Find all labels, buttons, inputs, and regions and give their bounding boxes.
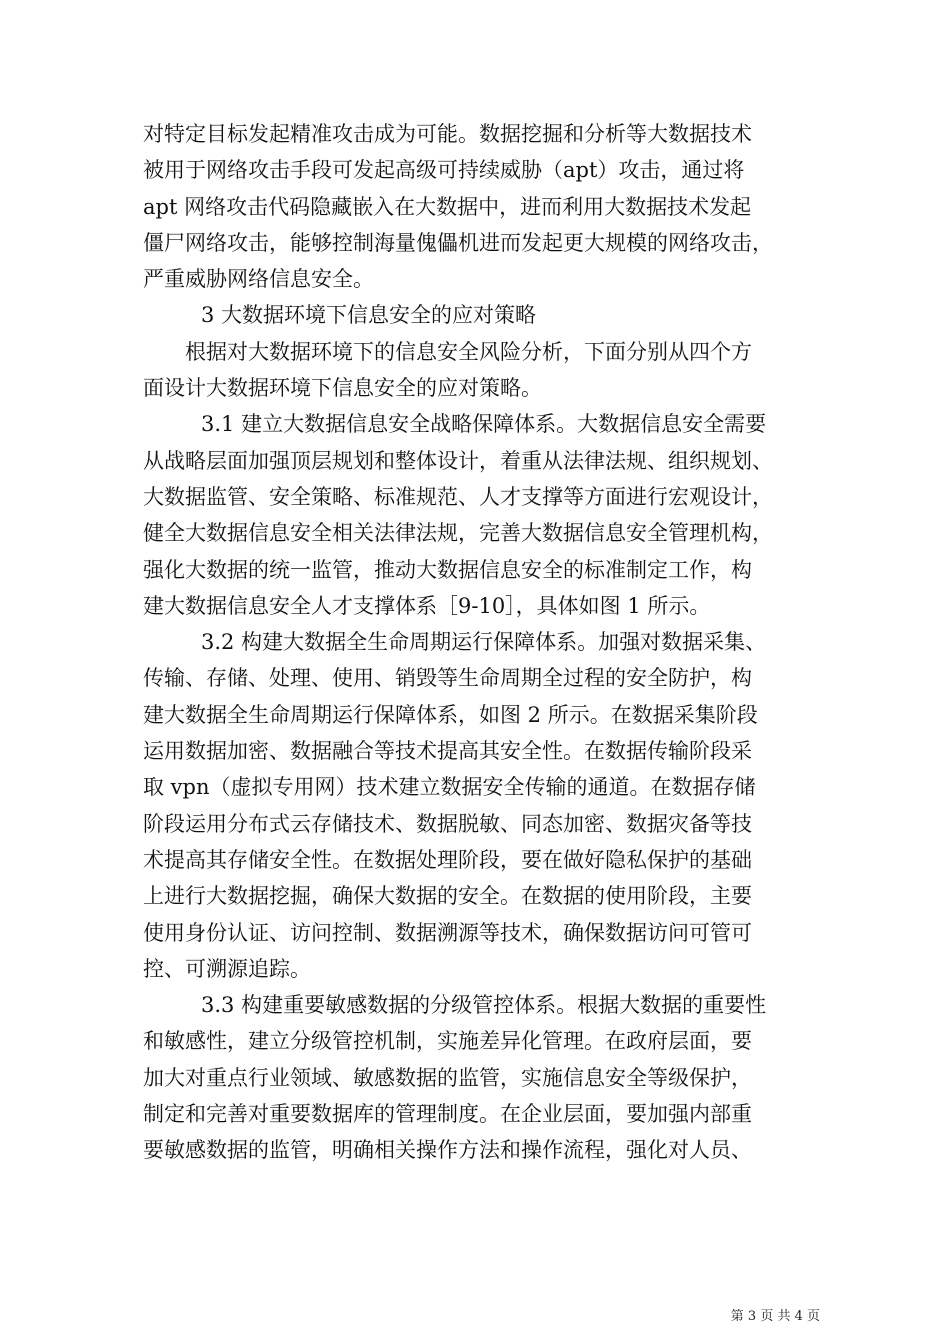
text-line: 运用数据加密、数据融合等技术提高其安全性。在数据传输阶段采 xyxy=(143,739,752,764)
text-line: 取 vpn（虚拟专用网）技术建立数据安全传输的通道。在数据存储 xyxy=(143,775,756,800)
section-heading: 3 大数据环境下信息安全的应对策略 xyxy=(201,303,537,328)
text-line: 上进行大数据挖掘，确保大数据的安全。在数据的使用阶段，主要 xyxy=(143,884,752,909)
text-line: 被用于网络攻击手段可发起高级可持续威胁（apt）攻击，通过将 xyxy=(143,158,745,183)
body-text xyxy=(143,116,815,1169)
text-line: 健全大数据信息安全相关法律法规，完善大数据信息安全管理机构， xyxy=(143,521,773,546)
text-line: 严重威胁网络信息安全。 xyxy=(143,267,374,292)
text-line: 加大对重点行业领域、敏感数据的监管，实施信息安全等级保护， xyxy=(143,1065,752,1090)
page-number: 第 3 页 共 4 页 xyxy=(730,1309,820,1324)
text-line: 对特定目标发起精准攻击成为可能。数据挖掘和分析等大数据技术 xyxy=(143,122,752,146)
text-line: 强化大数据的统一监管，推动大数据信息安全的标准制定工作，构 xyxy=(143,557,752,582)
text-line: 制定和完善对重要数据库的管理制度。在企业层面，要加强内部重 xyxy=(143,1102,752,1127)
text-line: 建大数据信息安全人才支撑体系［9-10］，具体如图 1 所示。 xyxy=(143,593,711,618)
text-line: 要敏感数据的监管，明确相关操作方法和操作流程，强化对人员、 xyxy=(143,1138,752,1163)
subsection-paragraph-start: 3.1 建立大数据信息安全战略保障体系。大数据信息安全需要 xyxy=(201,412,767,437)
text-line: 僵尸网络攻击，能够控制海量傀儡机进而发起更大规模的网络攻击， xyxy=(143,230,773,255)
text-line: 使用身份认证、访问控制、数据溯源等技术，确保数据访问可管可 xyxy=(143,920,752,945)
text-line: 面设计大数据环境下信息安全的应对策略。 xyxy=(143,376,542,401)
subsection-paragraph-start: 3.3 构建重要敏感数据的分级管控体系。根据大数据的重要性 xyxy=(201,993,767,1018)
text-line: 建大数据全生命周期运行保障体系，如图 2 所示。在数据采集阶段 xyxy=(143,702,758,727)
text-line: 传输、存储、处理、使用、销毁等生命周期全过程的安全防护，构 xyxy=(143,666,752,691)
text-line: 根据对大数据环境下的信息安全风险分析，下面分别从四个方 xyxy=(185,339,752,364)
text-line: 控、可溯源追踪。 xyxy=(143,956,311,981)
text-line: 术提高其存储安全性。在数据处理阶段，要在做好隐私保护的基础 xyxy=(143,847,752,872)
text-line: apt 网络攻击代码隐藏嵌入在大数据中，进而利用大数据技术发起 xyxy=(143,194,752,219)
text-line: 阶段运用分布式云存储技术、数据脱敏、同态加密、数据灾备等技 xyxy=(143,811,752,836)
text-line: 大数据监管、安全策略、标准规范、人才支撑等方面进行宏观设计， xyxy=(143,484,773,509)
subsection-paragraph-start: 3.2 构建大数据全生命周期运行保障体系。加强对数据采集、 xyxy=(201,630,767,655)
text-line: 从战略层面加强顶层规划和整体设计，着重从法律法规、组织规划、 xyxy=(143,448,773,473)
text-line: 和敏感性，建立分级管控机制，实施差异化管理。在政府层面，要 xyxy=(143,1029,752,1054)
